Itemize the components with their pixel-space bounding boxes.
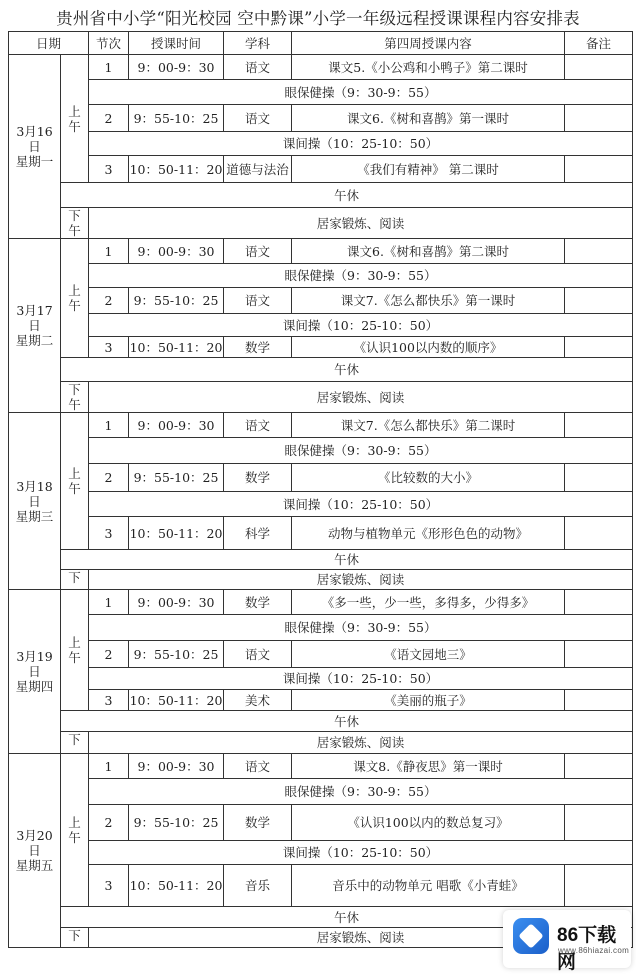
break-row <box>9 80 633 105</box>
lesson-row <box>9 590 633 615</box>
lunch-row <box>9 183 633 208</box>
break-row <box>9 668 633 690</box>
lesson-subject: 语文 <box>224 754 292 779</box>
eye-exercise-text: 眼保健操（9：30-9：55） <box>89 779 633 805</box>
weekday-label: 星期五 <box>15 858 54 873</box>
lesson-row <box>9 239 633 264</box>
lesson-subject: 数学 <box>224 805 292 841</box>
lesson-time: 9：00-9：30 <box>129 55 224 80</box>
period-number: 3 <box>89 690 129 711</box>
date-label: 3月16 <box>16 124 53 139</box>
lesson-content: 《认识100以内的数总复习》 <box>292 805 565 841</box>
lunch-row <box>9 358 633 382</box>
period-number: 3 <box>89 156 129 183</box>
period-number: 2 <box>89 288 129 314</box>
schedule-table <box>8 31 633 948</box>
lesson-row <box>9 690 633 711</box>
lesson-row <box>9 641 633 668</box>
afternoon-cell <box>61 208 89 239</box>
watermark-name: 86下载网 <box>557 925 617 973</box>
date-day-char: 日 <box>28 843 41 858</box>
watermark-badge <box>503 910 631 973</box>
lesson-subject: 语文 <box>224 239 292 264</box>
lesson-content: 动物与植物单元《形形色色的动物》 <box>292 517 565 550</box>
lesson-time: 9：55-10：25 <box>129 105 224 132</box>
period-number: 2 <box>89 641 129 668</box>
lesson-content: 音乐中的动物单元 唱歌《小青蛙》 <box>292 865 565 907</box>
afternoon-cell <box>61 570 89 590</box>
lesson-subject: 语文 <box>224 641 292 668</box>
afternoon-activity: 居家锻炼、阅读 <box>89 570 633 590</box>
lesson-note <box>565 464 633 492</box>
eye-exercise-text: 眼保健操（9：30-9：55） <box>89 264 633 288</box>
weekday-label: 星期一 <box>15 154 54 169</box>
morning-label-bottom: 午 <box>68 118 81 134</box>
lesson-subject: 语文 <box>224 55 292 80</box>
lesson-time: 9：00-9：30 <box>129 754 224 779</box>
lesson-subject: 数学 <box>224 337 292 358</box>
lesson-content: 《比较数的大小》 <box>292 464 565 492</box>
lesson-time: 9：55-10：25 <box>129 288 224 314</box>
afternoon-cell <box>61 732 89 754</box>
watermark-url: www.86hiazai.com <box>558 946 630 955</box>
download-logo-icon <box>513 918 549 954</box>
lesson-subject: 音乐 <box>224 865 292 907</box>
lesson-note <box>565 517 633 550</box>
morning-label-bottom: 午 <box>68 830 81 845</box>
lesson-content: 《我们有精神》 第二课时 <box>292 156 565 183</box>
break-row <box>9 779 633 805</box>
header-row <box>9 32 633 55</box>
morning-cell <box>61 754 89 907</box>
morning-label-top: 上 <box>68 103 81 119</box>
afternoon-row <box>9 570 633 590</box>
lesson-time: 9：55-10：25 <box>129 805 224 841</box>
lunch-text: 午休 <box>61 183 633 208</box>
period-number: 2 <box>89 464 129 492</box>
lesson-content: 课文5.《小公鸡和小鸭子》第二课时 <box>292 55 565 80</box>
lesson-row <box>9 105 633 132</box>
lesson-time: 10：50-11：20 <box>129 337 224 358</box>
eye-exercise-text: 眼保健操（9：30-9：55） <box>89 438 633 464</box>
morning-label-bottom: 午 <box>68 650 81 665</box>
lesson-row <box>9 55 633 80</box>
lesson-content: 课文6.《树和喜鹊》第一课时 <box>292 105 565 132</box>
afternoon-row <box>9 382 633 413</box>
morning-cell <box>61 413 89 550</box>
lesson-subject: 语文 <box>224 413 292 438</box>
break-row <box>9 438 633 464</box>
afternoon-row <box>9 732 633 754</box>
lesson-row <box>9 413 633 438</box>
afternoon-label-top: 下 <box>68 570 81 585</box>
afternoon-label-top: 下 <box>68 208 81 223</box>
morning-label-bottom: 午 <box>68 481 81 496</box>
lesson-content: 《语文园地三》 <box>292 641 565 668</box>
date-cell <box>9 413 61 590</box>
lesson-note <box>565 754 633 779</box>
break-exercise-text: 课间操（10：25-10：50） <box>89 492 633 517</box>
date-day-char: 日 <box>28 139 41 154</box>
header-content: 第四周授课内容 <box>292 32 565 55</box>
date-label: 3月17 <box>16 303 53 318</box>
weekday-label: 星期二 <box>15 333 54 348</box>
morning-label-top: 上 <box>68 283 81 298</box>
lesson-note <box>565 337 633 358</box>
lesson-time: 9：00-9：30 <box>129 590 224 615</box>
lesson-note <box>565 413 633 438</box>
lesson-subject: 数学 <box>224 464 292 492</box>
lesson-content: 课文7.《怎么都快乐》第一课时 <box>292 288 565 314</box>
header-date: 日期 <box>9 32 89 55</box>
lesson-note <box>565 55 633 80</box>
lunch-text: 午休 <box>61 907 633 928</box>
lesson-note <box>565 590 633 615</box>
break-exercise-text: 课间操（10：25-10：50） <box>89 314 633 337</box>
afternoon-row <box>9 208 633 239</box>
afternoon-cell <box>61 382 89 413</box>
afternoon-label-bottom: 午 <box>68 223 81 238</box>
weekday-label: 星期三 <box>15 508 54 524</box>
period-number: 3 <box>89 865 129 907</box>
lesson-time: 10：50-11：20 <box>129 156 224 183</box>
afternoon-label-top: 下 <box>68 382 81 397</box>
lunch-text: 午休 <box>61 550 633 570</box>
lesson-subject: 语文 <box>224 288 292 314</box>
morning-label-top: 上 <box>68 635 81 650</box>
morning-cell <box>61 239 89 358</box>
date-cell <box>9 239 61 413</box>
lunch-row <box>9 550 633 570</box>
lesson-note <box>565 288 633 314</box>
page-title: 贵州省中小学“阳光校园 空中黔课”小学一年级远程授课课程内容安排表 <box>56 9 580 28</box>
date-cell <box>9 590 61 754</box>
lesson-subject: 语文 <box>224 105 292 132</box>
lesson-content: 《多一些，少一些，多得多，少得多》 <box>292 590 565 615</box>
morning-label-top: 上 <box>68 815 81 830</box>
break-row <box>9 264 633 288</box>
break-row <box>9 492 633 517</box>
morning-cell <box>61 590 89 711</box>
lesson-time: 9：55-10：25 <box>129 641 224 668</box>
afternoon-activity: 居家锻炼、阅读 <box>89 928 633 948</box>
lesson-row <box>9 805 633 841</box>
date-day-char: 日 <box>28 318 41 333</box>
date-label: 3月19 <box>16 649 53 664</box>
afternoon-label-top: 下 <box>68 732 81 747</box>
date-cell <box>9 55 61 239</box>
break-row <box>9 132 633 156</box>
break-row <box>9 841 633 865</box>
period-number: 3 <box>89 517 129 550</box>
afternoon-label-top: 下 <box>68 928 81 943</box>
lesson-time: 10：50-11：20 <box>129 865 224 907</box>
lesson-row <box>9 464 633 492</box>
afternoon-activity: 居家锻炼、阅读 <box>89 732 633 754</box>
break-row <box>9 615 633 641</box>
lesson-time: 9：00-9：30 <box>129 413 224 438</box>
period-number: 1 <box>89 413 129 438</box>
period-number: 2 <box>89 105 129 132</box>
break-exercise-text: 课间操（10：25-10：50） <box>89 668 633 690</box>
lesson-time: 10：50-11：20 <box>129 517 224 550</box>
afternoon-cell <box>61 928 89 948</box>
lesson-note <box>565 239 633 264</box>
afternoon-activity: 居家锻炼、阅读 <box>89 208 633 239</box>
eye-exercise-text: 眼保健操（9：30-9：55） <box>89 615 633 641</box>
date-label: 3月20 <box>16 828 53 843</box>
lesson-row <box>9 865 633 907</box>
period-number: 1 <box>89 754 129 779</box>
lesson-note <box>565 805 633 841</box>
break-exercise-text: 课间操（10：25-10：50） <box>89 841 633 865</box>
afternoon-activity: 居家锻炼、阅读 <box>89 382 633 413</box>
lesson-row <box>9 288 633 314</box>
date-day-char: 日 <box>28 493 41 509</box>
lesson-content: 课文8.《静夜思》第一课时 <box>292 754 565 779</box>
lesson-content: 课文7.《怎么都快乐》第二课时 <box>292 413 565 438</box>
morning-cell <box>61 55 89 183</box>
lesson-row <box>9 754 633 779</box>
eye-exercise-text: 眼保健操（9：30-9：55） <box>89 80 633 105</box>
lesson-note <box>565 156 633 183</box>
lesson-subject: 数学 <box>224 590 292 615</box>
lunch-text: 午休 <box>61 711 633 732</box>
lunch-text: 午休 <box>61 358 633 382</box>
lesson-subject: 道德与法治 <box>224 156 292 183</box>
header-time: 授课时间 <box>129 32 224 55</box>
lesson-note <box>565 641 633 668</box>
lesson-content: 《美丽的瓶子》 <box>292 690 565 711</box>
header-subject: 学科 <box>224 32 292 55</box>
lesson-row <box>9 517 633 550</box>
date-cell <box>9 754 61 948</box>
period-number: 2 <box>89 805 129 841</box>
period-number: 1 <box>89 55 129 80</box>
lesson-subject: 美术 <box>224 690 292 711</box>
lesson-note <box>565 105 633 132</box>
lunch-row <box>9 711 633 732</box>
lesson-content: 课文6.《树和喜鹊》第二课时 <box>292 239 565 264</box>
lesson-time: 9：00-9：30 <box>129 239 224 264</box>
lesson-time: 9：55-10：25 <box>129 464 224 492</box>
date-day-char: 日 <box>28 664 41 679</box>
date-label: 3月18 <box>16 478 53 494</box>
break-row <box>9 314 633 337</box>
morning-label-bottom: 午 <box>68 298 81 313</box>
period-number: 1 <box>89 239 129 264</box>
weekday-label: 星期四 <box>15 679 54 694</box>
header-period: 节次 <box>89 32 129 55</box>
lesson-time: 10：50-11：20 <box>129 690 224 711</box>
lesson-subject: 科学 <box>224 517 292 550</box>
period-number: 3 <box>89 337 129 358</box>
lesson-content: 《认识100以内数的顺序》 <box>292 337 565 358</box>
lesson-row <box>9 337 633 358</box>
afternoon-label-bottom: 午 <box>68 397 81 412</box>
morning-label-top: 上 <box>68 466 81 481</box>
lesson-note <box>565 690 633 711</box>
header-note: 备注 <box>565 32 633 55</box>
break-exercise-text: 课间操（10：25-10：50） <box>89 132 633 156</box>
lesson-row <box>9 156 633 183</box>
lesson-note <box>565 865 633 907</box>
period-number: 1 <box>89 590 129 615</box>
